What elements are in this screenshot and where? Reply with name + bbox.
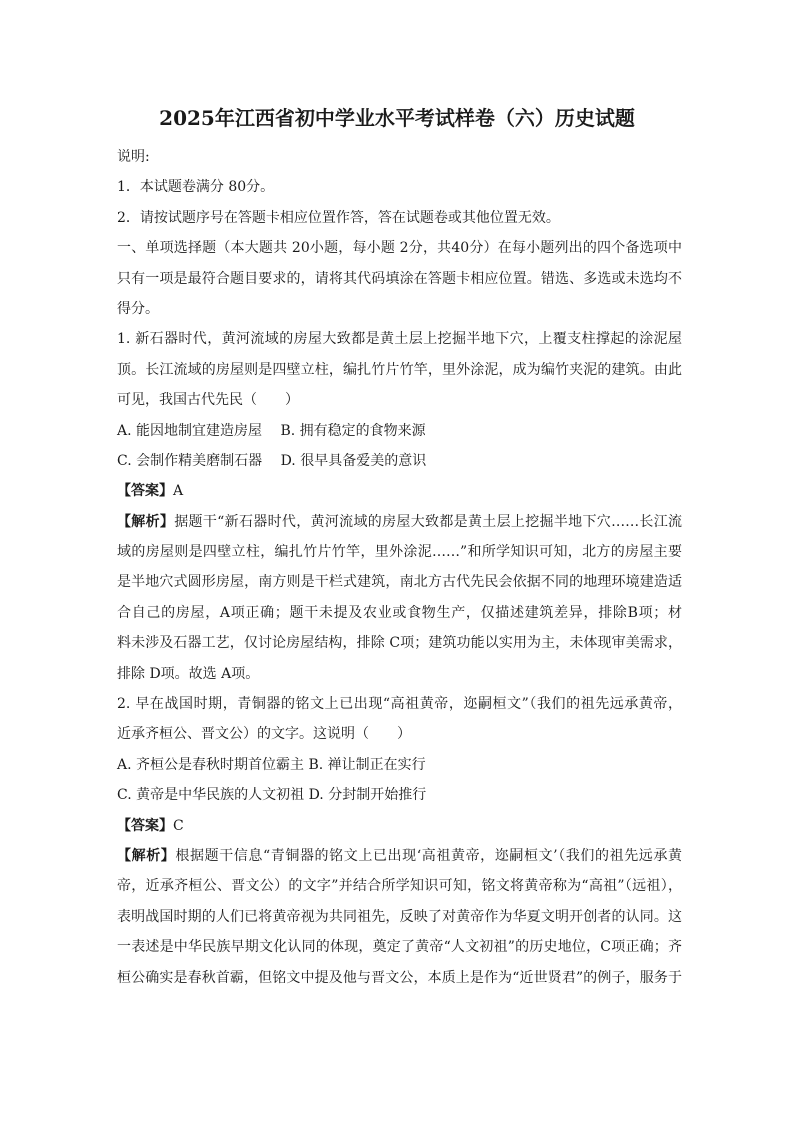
- text-line: [117, 416, 682, 446]
- document-body: [117, 142, 682, 993]
- line-text: 桓公确实是春秋首霸，但铭文中提及他与晋文公，本质上是作为“近世贤君”的例子，服务于: [117, 969, 682, 986]
- text-line: [117, 719, 682, 749]
- line-text: 顶。长江流域的房屋则是四壁立柱，编扎竹片竹竿，里外涂泥，成为编竹夹泥的建筑。由此: [117, 361, 682, 378]
- text-line: [117, 598, 682, 628]
- text-line: [117, 172, 682, 202]
- text-line: [117, 750, 682, 780]
- text-line: [117, 294, 682, 324]
- text-line: [117, 476, 682, 506]
- line-text: 域的房屋则是四壁立柱，编扎竹片竹竿，里外涂泥……”和所学知识可知，北方的房屋主要: [117, 544, 682, 561]
- line-text: 合自己的房屋，A项正确；题干未提及农业或食物生产，仅描述建筑差异，排除B项；材: [117, 604, 682, 621]
- line-text: 据题干“新石器时代，黄河流域的房屋大致都是黄土层上挖掘半地下穴……长江流: [174, 513, 683, 530]
- text-line: [117, 811, 682, 841]
- section-label: 【答案】: [117, 483, 173, 500]
- line-text: 一表述是中华民族早期文化认同的体现，奠定了黄帝“人文初祖”的历史地位，C项正确；齐: [117, 939, 682, 956]
- line-text: 2．请按试题序号在答题卡相应位置作答，答在试题卷或其他位置无效。: [117, 209, 560, 226]
- section-label: 【答案】: [117, 817, 173, 834]
- page-title: 2025年江西省初中学业水平考试样卷（六）历史试题: [159, 106, 635, 130]
- line-text: 可见，我国古代先民（ ）: [117, 392, 299, 409]
- text-line: [117, 567, 682, 597]
- line-text: 是半地穴式圆形房屋，南方则是干栏式建筑，南北方古代先民会依据不同的地理环境建造适: [117, 574, 682, 591]
- text-line: [117, 324, 682, 354]
- text-line: [117, 537, 682, 567]
- text-line: [117, 628, 682, 658]
- text-line: [117, 871, 682, 901]
- line-text: 表明战国时期的人们已将黄帝视为共同祖先，反映了对黄帝作为华夏文明开创者的认同。这: [117, 908, 682, 925]
- line-text: 只有一项是最符合题目要求的，请将其代码填涂在答题卡相应位置。错选、多选或未选均不: [117, 270, 682, 287]
- line-text: A. 齐桓公是春秋时期首位霸主 B. 禅让制正在实行: [117, 756, 426, 773]
- line-text: 得分。: [117, 300, 159, 317]
- line-text: 帝，近承齐桓公、晋文公）的文字”并结合所学知识可知，铭文将黄帝称为“高祖”（远祖），: [117, 878, 682, 895]
- section-label: 【解析】: [117, 847, 176, 864]
- text-line: [117, 264, 682, 294]
- line-text: 说明:: [117, 149, 150, 165]
- text-line: [117, 233, 682, 263]
- line-text: 2. 早在战国时期，青铜器的铭文上已出现“高祖黄帝，迩嗣桓文”（我们的祖先远承黄帝，: [117, 696, 682, 713]
- line-text: A: [173, 483, 184, 500]
- text-line: [117, 142, 682, 172]
- text-line: [117, 203, 682, 233]
- text-line: [117, 659, 682, 689]
- line-text: C. 会制作精美磨制石器 D. 很早具备爱美的意识: [117, 452, 427, 469]
- text-line: [117, 355, 682, 385]
- text-line: [117, 689, 682, 719]
- line-text: 近承齐桓公、晋文公）的文字。这说明（ ）: [117, 726, 411, 743]
- line-text: C: [173, 817, 184, 834]
- section-label: 【解析】: [117, 513, 175, 530]
- text-line: [117, 446, 682, 476]
- text-line: [117, 841, 682, 871]
- text-line: [117, 780, 682, 810]
- text-line: [117, 385, 682, 415]
- text-line: [117, 932, 682, 962]
- line-text: C. 黄帝是中华民族的人文初祖 D. 分封制开始推行: [117, 787, 427, 804]
- line-text: A. 能因地制宜建造房屋 B. 拥有稳定的食物来源: [117, 422, 426, 439]
- line-text: 料未涉及石器工艺，仅讨论房屋结构，排除 C项；建筑功能以实用为主，未体现审美需求，: [117, 635, 682, 652]
- line-text: 排除 D项。故选 A项。: [117, 665, 260, 682]
- line-text: 根据题干信息“青铜器的铭文上已出现‘高祖黄帝，迩嗣桓文’（我们的祖先远承黄: [175, 847, 683, 864]
- line-text: 一、单项选择题（本大题共 20小题，每小题 2分，共40分）在每小题列出的四个备选项中: [117, 240, 682, 257]
- line-text: 1．本试题卷满分 80分。: [117, 179, 275, 196]
- text-line: [117, 902, 682, 932]
- line-text: 1. 新石器时代，黄河流域的房屋大致都是黄土层上挖掘半地下穴，上覆支柱撑起的涂泥屋: [117, 331, 682, 348]
- text-line: [117, 963, 682, 993]
- text-line: [117, 507, 682, 537]
